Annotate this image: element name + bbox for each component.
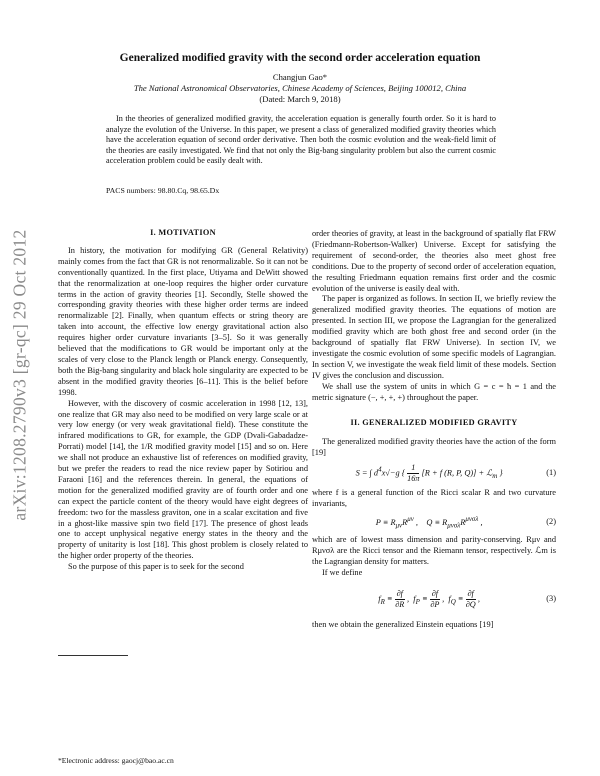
paragraph: The paper is organized as follows. In section II, we briefly review the generalized modified gravity theories. The equations of motion are presented. In section III, we propose the Lagrangian for the generalized modified gravity which are both ghost free and second order (in the background of spatially flat FRW Universe). In section IV, we investigate the cosmic evolution of some specific models of Lagrangian. In section V, we investigate the weak field limit of these models. Section IV gives the conclusion and discussion. xyxy=(312,294,556,380)
equation-3: $f_R$ ≡ $\frac{\partial f}{\partial R}$ , $f_P$ ≡ $\frac{\partial f}{\partial P}$ , $f_Q$ ≡ $\frac{\partial f}{\partial Q}$ , (3) xyxy=(378,589,556,609)
paragraph: order theories of gravity, at least in the background of spatially flat FRW (Friedmann-Robertson-Walker) Universe. Except for satisfying the requirement of second-order, the theories also meet ghost free conditions. Due to the property of second order of acceleration equation, the resulting Friedmann equation remains first order and the cosmic evolution of the universe is easily deal with. xyxy=(312,229,556,293)
paragraph: So the purpose of this paper is to seek for the second xyxy=(68,562,244,572)
equation-1: S = ∫ $d^4x√-g$ { $\frac{1}{16\pi}$ [R + f (R, P, Q)] + ℒ$_m$ } (1) xyxy=(355,463,556,484)
paper-title: Generalized modified gravity with the second order acceleration equation xyxy=(119,52,481,64)
section-heading-generalized: II. GENERALIZED MODIFIED GRAVITY xyxy=(350,417,518,427)
section-heading-motivation: I. MOTIVATION xyxy=(150,228,216,237)
pacs-numbers: PACS numbers: 98.80.Cq, 98.65.Dx xyxy=(106,186,220,195)
author-name: Changjun Gao* xyxy=(272,72,328,82)
abstract: In the theories of generalized modified gravity, the acceleration equation is generally fourth order. So it is hard to analyze the evolution of the Universe. In this paper, we present a class of generalized modified gravity theories which have the acceleration equation of second order derivative. Then both the cosmic evolution and the weak-field limit of the theories are easily investigated. We find that not only the Big-bang singularity problem but also the current cosmic acceleration problem could be easily dealt with. xyxy=(106,114,496,166)
left-column xyxy=(58,228,308,573)
paragraph: However, with the discovery of cosmic acceleration in 1998 [12, 13], one realize that GR may also need to be modified on very large scale or at very low energy (or very weak gravitational field). These constitute the infrared modifications to GR, for example, the GDP (Dvali-Gabadadze-Porrati) model [14], the 1/R modified gravity model [15] and so on. Here we shall not produce an exhaustive list of references on modified gravity, but we prefer the readers to read the nice review paper by Sotiriou and Faraoni [16] and the references therein. In general, the equations of motion for the generalized modified gravity are of fourth order and one can expect the particle content of the theory would have eight degrees of freedom: two for the massless graviton, one in a scalar excitation and five in a ghost-like massive spin two field [17]. The presence of ghost leads one to accept unphysical negative energy states in the theory and the property of unitarity is lost [18]. This ghost problem is closely related to the higher order property of the theories. xyxy=(58,398,308,561)
footnote: *Electronic address: gaocj@bao.ac.cn xyxy=(58,756,174,765)
equation-2: $P \equiv R_{\mu\nu}R^{\mu\nu}$ , $Q \equiv R_{\mu\nu\sigma\lambda}R^{\mu\nu\sigma\lambda}$ , (2) xyxy=(375,515,556,530)
right-column xyxy=(312,229,556,631)
paragraph: where f is a general function of the Ricci scalar R and two curvature invariants, xyxy=(312,488,556,509)
equation-number: (1) xyxy=(546,468,556,478)
paragraph: then we obtain the generalized Einstein equations [19] xyxy=(312,620,494,629)
paragraph: The generalized modified gravity theories have the action of the form [19] xyxy=(312,437,556,458)
date-line: (Dated: March 9, 2018) xyxy=(259,94,341,104)
affiliation: The National Astronomical Observatories, Chinese Academy of Sciences, Beijing 100012, China xyxy=(133,83,467,93)
equation-number: (2) xyxy=(546,517,556,527)
equation-number: (3) xyxy=(546,594,556,604)
paragraph: which are of lowest mass dimension and parity-conserving. Rμν and Rμνσλ are the Ricci tensor and the Riemann tensor, respectively. ℒm is the Lagrangian density for matters. xyxy=(312,535,556,567)
paragraph: If we define xyxy=(322,568,363,578)
paragraph: In history, the motivation for modifying GR (General Relativity) mainly comes from the fact that GR is not renormalizable. So it can not be conventionally quantized. In the first place, Utiyama and DeWitt showed that the renormalization at one-loop requires the higher order curvature terms in the action of gravity theories [1]. Secondly, Stelle showed the corresponding gravity theories with these higher order terms are indeed renormalizable [2]. Finally, when quantum effects or string theory are taken into account, the effective low energy gravitational action also requires higher order curvature invariants [3–5]. So it was generally believed that the modifications to GR would be important only at the scales of very close to the Planck length or Planck energy. Consequently, both the Big-bang singularity and black hole singularity are expected to be absent in the modified gravity theories [6–11]. This is the belief before 1998. xyxy=(58,245,308,397)
paragraph: We shall use the system of units in which G = c = ħ = 1 and the metric signature (−, +, +, +) throughout the paper. xyxy=(312,381,556,402)
arxiv-stamp xyxy=(6,210,34,540)
footnote-rule xyxy=(58,655,128,656)
arxiv-id: arXiv:1208.2790v3 [gr-qc] 29 Oct 2012 xyxy=(9,229,30,521)
